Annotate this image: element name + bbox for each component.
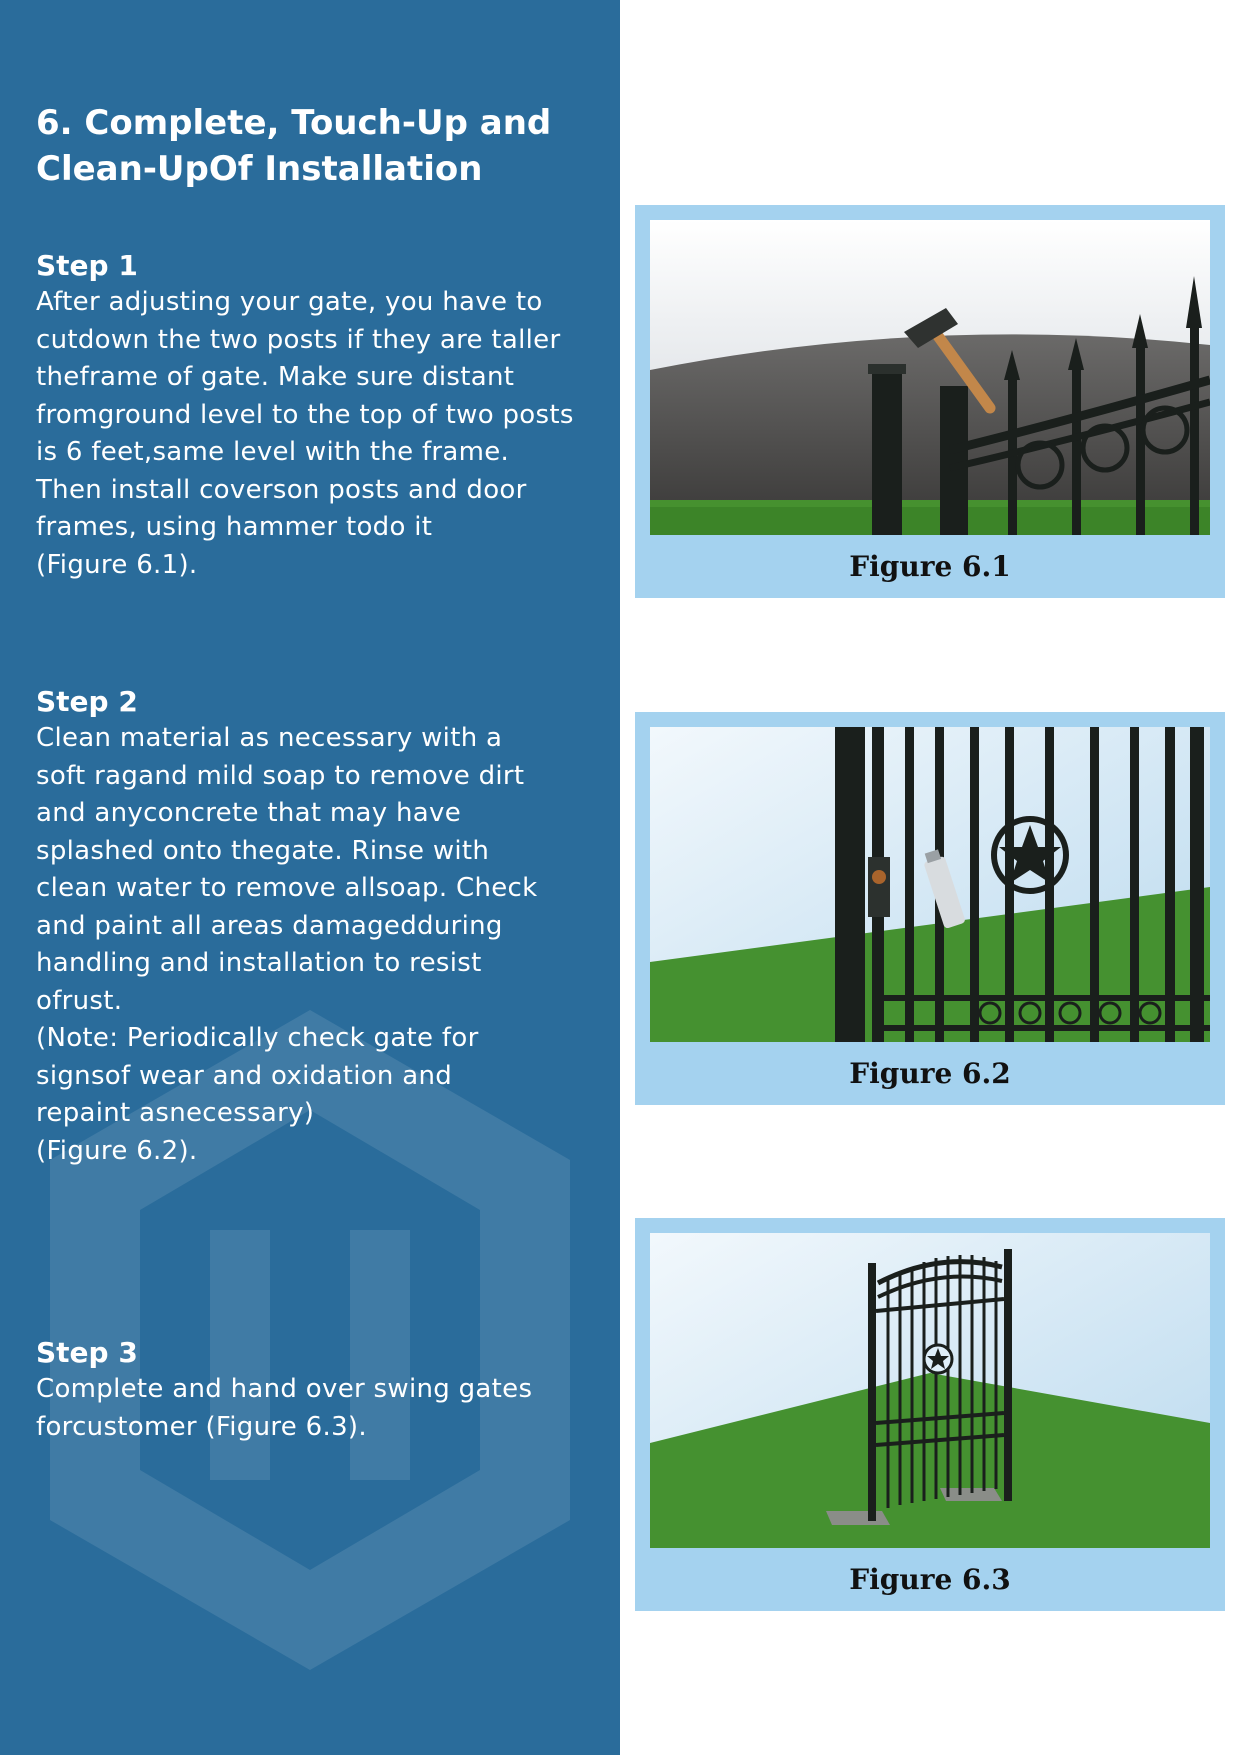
- instructions-panel: [0, 0, 620, 1755]
- figure-6-1-card: [635, 205, 1225, 598]
- section-title-line-1: 6. Complete, Touch-Up and: [36, 103, 552, 143]
- step-2-body: Clean material as necessary with a soft ragand mild soap to remove dirt and anyconcrete that may have splashed onto thegate. Rinse with clean water to remove allsoap. Check and paint all areas damagedduring handling and installation to resist ofrust. (Note: Periodically check gate for signsof wear and oxidation and repaint asnecessary) (Figure 6.2).: [36, 723, 538, 1166]
- figure-6-2-caption: Figure 6.2: [849, 1057, 1011, 1090]
- figure-6-2-card: [635, 712, 1225, 1105]
- figure-6-2-image: [650, 727, 1210, 1042]
- step-3-title: Step 3: [36, 1336, 138, 1369]
- step-1: [36, 248, 596, 584]
- section-title: [36, 100, 596, 192]
- figure-6-1-image: [650, 220, 1210, 535]
- figure-6-3-caption: Figure 6.3: [849, 1563, 1011, 1596]
- figure-6-3-card: [635, 1218, 1225, 1611]
- step-3-body: Complete and hand over swing gates forcustomer (Figure 6.3).: [36, 1374, 533, 1442]
- section-title-line-2: Clean-UpOf Installation: [36, 149, 483, 189]
- step-3: [36, 1335, 596, 1446]
- step-2-title: Step 2: [36, 685, 138, 718]
- step-1-title: Step 1: [36, 249, 138, 282]
- step-1-body: After adjusting your gate, you have to cutdown the two posts if they are taller theframe of gate. Make sure distant fromground level to the top of two posts is 6 feet,same level with the frame. Then install coverson posts and door frames, using hammer todo it (Figure 6.1).: [36, 287, 574, 580]
- step-2: [36, 684, 596, 1170]
- figure-6-1-caption: Figure 6.1: [849, 550, 1011, 583]
- figure-6-3-image: [650, 1233, 1210, 1548]
